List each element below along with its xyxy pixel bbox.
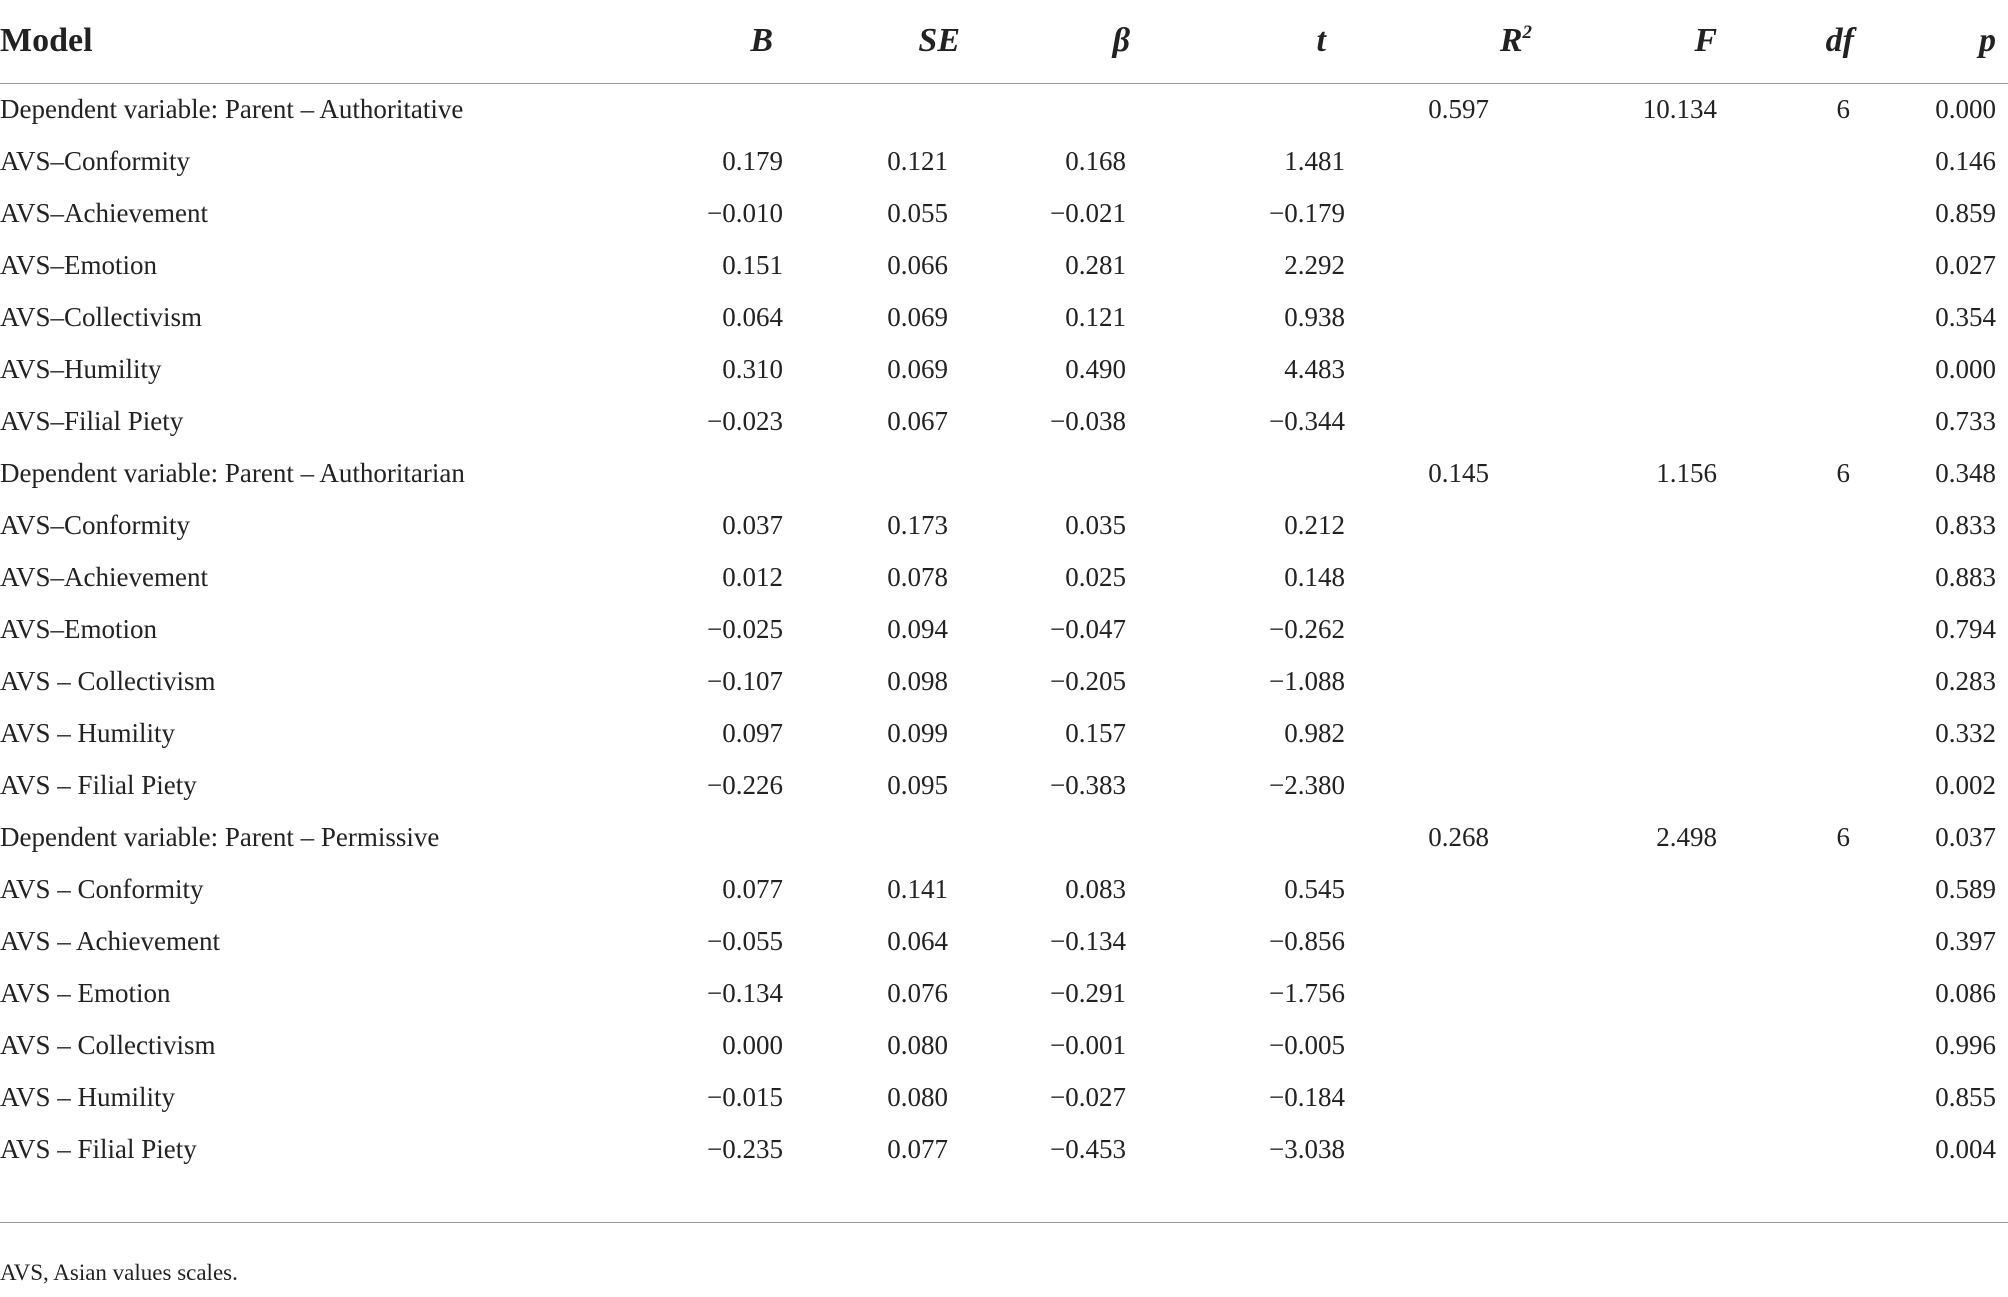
cell-b: [660, 83, 785, 135]
table-row: [0, 343, 2008, 395]
cell-f: [1542, 915, 1747, 967]
cell-df: [1747, 1123, 1872, 1175]
cell-beta: [963, 83, 1146, 135]
cell-beta: −0.047: [1050, 613, 1126, 644]
cell-r2: [1359, 915, 1542, 967]
predictor-label: AVS–Collectivism: [0, 301, 203, 332]
cell-se: 0.095: [887, 769, 948, 800]
predictor-label: AVS–Achievement: [0, 561, 208, 592]
cell-t: 4.483: [1284, 353, 1345, 384]
cell-se: [785, 83, 963, 135]
cell-se: 0.078: [887, 561, 948, 592]
predictor-label: AVS – Collectivism: [0, 1029, 216, 1060]
cell-df: 6: [1836, 821, 1850, 852]
predictor-label: AVS – Emotion: [0, 977, 171, 1008]
cell-f: [1542, 343, 1747, 395]
cell-r2: [1359, 655, 1542, 707]
cell-p: 0.332: [1935, 717, 1996, 748]
cell-se: 0.076: [887, 977, 948, 1008]
cell-b: 0.000: [722, 1029, 783, 1060]
cell-df: [1747, 499, 1872, 551]
cell-b: 0.151: [722, 249, 783, 280]
cell-b: 0.064: [722, 301, 783, 332]
cell-f: [1542, 707, 1747, 759]
cell-t: −0.179: [1269, 197, 1345, 228]
cell-r2: [1359, 187, 1542, 239]
cell-r2: [1359, 707, 1542, 759]
predictor-label: AVS – Conformity: [0, 873, 204, 904]
cell-df: [1747, 863, 1872, 915]
predictor-label: AVS–Emotion: [0, 249, 158, 280]
cell-p: 0.027: [1935, 249, 1996, 280]
cell-beta: −0.291: [1050, 977, 1126, 1008]
cell-r2: [1359, 967, 1542, 1019]
cell-beta: 0.025: [1065, 561, 1126, 592]
header-beta: β: [963, 0, 1146, 83]
cell-r2: [1359, 239, 1542, 291]
cell-p: 0.733: [1935, 405, 1996, 436]
predictor-label: AVS – Achievement: [0, 925, 220, 956]
cell-f: 2.498: [1656, 821, 1717, 852]
predictor-label: AVS – Humility: [0, 717, 176, 748]
cell-t: −0.005: [1269, 1029, 1345, 1060]
cell-b: 0.097: [722, 717, 783, 748]
cell-b: −0.010: [707, 197, 783, 228]
cell-r2: [1359, 1123, 1542, 1175]
cell-p: 0.996: [1935, 1029, 1996, 1060]
predictor-label: AVS – Humility: [0, 1081, 176, 1112]
cell-b: 0.012: [722, 561, 783, 592]
cell-beta: −0.383: [1050, 769, 1126, 800]
cell-b: [660, 811, 785, 863]
cell-t: −2.380: [1269, 769, 1345, 800]
cell-r2: [1359, 863, 1542, 915]
cell-beta: −0.027: [1050, 1081, 1126, 1112]
cell-beta: −0.001: [1050, 1029, 1126, 1060]
dependent-variable-label: Dependent variable: Parent – Permissive: [0, 821, 440, 852]
cell-r2: [1359, 1019, 1542, 1071]
cell-f: [1542, 395, 1747, 447]
cell-t: 0.545: [1284, 873, 1345, 904]
cell-t: 2.292: [1284, 249, 1345, 280]
table-group-row: [0, 447, 2008, 499]
cell-df: [1747, 603, 1872, 655]
cell-f: [1542, 187, 1747, 239]
cell-beta: −0.134: [1050, 925, 1126, 956]
cell-se: 0.099: [887, 717, 948, 748]
cell-f: [1542, 551, 1747, 603]
cell-se: 0.098: [887, 665, 948, 696]
cell-t: −0.344: [1269, 405, 1345, 436]
cell-beta: 0.035: [1065, 509, 1126, 540]
cell-r2: 0.268: [1428, 821, 1489, 852]
cell-df: [1747, 1019, 1872, 1071]
header-b: B: [660, 0, 785, 83]
cell-se: 0.064: [887, 925, 948, 956]
table-row: [0, 187, 2008, 239]
cell-beta: [963, 447, 1146, 499]
cell-se: 0.080: [887, 1029, 948, 1060]
cell-t: −1.756: [1269, 977, 1345, 1008]
cell-f: 10.134: [1642, 93, 1717, 124]
cell-df: [1747, 239, 1872, 291]
header-model: Model: [0, 0, 660, 83]
cell-f: [1542, 291, 1747, 343]
cell-df: 6: [1836, 457, 1850, 488]
cell-p: 0.794: [1935, 613, 1996, 644]
cell-f: 1.156: [1656, 457, 1717, 488]
cell-df: [1747, 759, 1872, 811]
table-row: [0, 759, 2008, 811]
cell-p: 0.855: [1935, 1081, 1996, 1112]
table-bottom-rule-cell: [0, 1175, 2008, 1222]
cell-f: [1542, 239, 1747, 291]
predictor-label: AVS – Filial Piety: [0, 769, 197, 800]
table-row: [0, 967, 2008, 1019]
cell-p: 0.004: [1935, 1133, 1996, 1164]
cell-se: 0.094: [887, 613, 948, 644]
cell-p: 0.283: [1935, 665, 1996, 696]
cell-r2: 0.597: [1428, 93, 1489, 124]
table-row: [0, 135, 2008, 187]
dependent-variable-label: Dependent variable: Parent – Authoritarian: [0, 457, 465, 488]
cell-p: 0.883: [1935, 561, 1996, 592]
cell-t: −3.038: [1269, 1133, 1345, 1164]
header-r2-base: R: [1499, 22, 1523, 60]
table-group-row: [0, 811, 2008, 863]
cell-df: [1747, 291, 1872, 343]
cell-b: −0.023: [707, 405, 783, 436]
cell-f: [1542, 655, 1747, 707]
cell-se: 0.069: [887, 301, 948, 332]
cell-b: −0.235: [707, 1133, 783, 1164]
cell-df: [1747, 395, 1872, 447]
header-r2: [1359, 0, 1542, 83]
cell-beta: −0.038: [1050, 405, 1126, 436]
cell-se: 0.069: [887, 353, 948, 384]
cell-b: −0.226: [707, 769, 783, 800]
cell-df: [1747, 707, 1872, 759]
cell-df: [1747, 551, 1872, 603]
predictor-label: AVS–Emotion: [0, 613, 158, 644]
cell-t: [1146, 447, 1359, 499]
cell-se: 0.080: [887, 1081, 948, 1112]
cell-b: 0.077: [722, 873, 783, 904]
cell-r2: [1359, 499, 1542, 551]
table-row: [0, 291, 2008, 343]
predictor-label: AVS–Conformity: [0, 145, 191, 176]
cell-beta: −0.453: [1050, 1133, 1126, 1164]
cell-b: −0.134: [707, 977, 783, 1008]
table-row: [0, 1123, 2008, 1175]
cell-p: 0.000: [1935, 353, 1996, 384]
cell-t: [1146, 811, 1359, 863]
cell-se: 0.141: [887, 873, 948, 904]
cell-p: 0.146: [1935, 145, 1996, 176]
cell-se: 0.067: [887, 405, 948, 436]
cell-t: 0.982: [1284, 717, 1345, 748]
cell-t: −0.856: [1269, 925, 1345, 956]
dependent-variable-label: Dependent variable: Parent – Authoritative: [0, 93, 464, 124]
cell-df: [1747, 135, 1872, 187]
cell-p: 0.397: [1935, 925, 1996, 956]
cell-df: [1747, 655, 1872, 707]
table-group-row: [0, 83, 2008, 135]
cell-r2: [1359, 759, 1542, 811]
cell-t: −1.088: [1269, 665, 1345, 696]
table-body: [0, 83, 2008, 1222]
header-r2-sup: 2: [1522, 22, 1532, 44]
header-se: SE: [785, 0, 963, 83]
cell-df: [1747, 967, 1872, 1019]
cell-beta: 0.083: [1065, 873, 1126, 904]
cell-se: 0.121: [887, 145, 948, 176]
cell-p: 0.037: [1935, 821, 1996, 852]
header-df: df: [1747, 0, 1872, 83]
cell-df: 6: [1836, 93, 1850, 124]
cell-se: 0.173: [887, 509, 948, 540]
cell-t: 0.212: [1284, 509, 1345, 540]
predictor-label: AVS–Filial Piety: [0, 405, 184, 436]
table-row: [0, 655, 2008, 707]
cell-t: 0.148: [1284, 561, 1345, 592]
cell-beta: 0.157: [1065, 717, 1126, 748]
cell-f: [1542, 499, 1747, 551]
cell-r2: 0.145: [1428, 457, 1489, 488]
cell-b: −0.015: [707, 1081, 783, 1112]
cell-se: 0.077: [887, 1133, 948, 1164]
cell-t: 0.938: [1284, 301, 1345, 332]
cell-beta: 0.490: [1065, 353, 1126, 384]
table-row: [0, 1071, 2008, 1123]
table-bottom-rule: [0, 1175, 2008, 1222]
cell-b: [660, 447, 785, 499]
table-row: [0, 551, 2008, 603]
cell-beta: −0.021: [1050, 197, 1126, 228]
table-header: [0, 0, 2008, 83]
cell-se: 0.055: [887, 197, 948, 228]
cell-beta: 0.121: [1065, 301, 1126, 332]
cell-p: 0.086: [1935, 977, 1996, 1008]
cell-p: 0.000: [1935, 93, 1996, 124]
cell-r2: [1359, 343, 1542, 395]
cell-beta: 0.168: [1065, 145, 1126, 176]
cell-b: 0.037: [722, 509, 783, 540]
cell-df: [1747, 1071, 1872, 1123]
predictor-label: AVS–Humility: [0, 353, 162, 384]
table-row: [0, 239, 2008, 291]
cell-df: [1747, 187, 1872, 239]
predictor-label: AVS – Collectivism: [0, 665, 216, 696]
cell-f: [1542, 135, 1747, 187]
table-row: [0, 915, 2008, 967]
cell-f: [1542, 1123, 1747, 1175]
table-row: [0, 863, 2008, 915]
cell-p: 0.589: [1935, 873, 1996, 904]
cell-f: [1542, 967, 1747, 1019]
cell-se: [785, 447, 963, 499]
cell-r2: [1359, 395, 1542, 447]
header-t: t: [1146, 0, 1359, 83]
predictor-label: AVS – Filial Piety: [0, 1133, 197, 1164]
cell-r2: [1359, 135, 1542, 187]
cell-r2: [1359, 603, 1542, 655]
cell-f: [1542, 759, 1747, 811]
cell-t: 1.481: [1284, 145, 1345, 176]
cell-b: 0.179: [722, 145, 783, 176]
cell-b: −0.107: [707, 665, 783, 696]
cell-beta: 0.281: [1065, 249, 1126, 280]
header-p: p: [1872, 0, 2008, 83]
table-row: [0, 1019, 2008, 1071]
header-f: F: [1542, 0, 1747, 83]
cell-t: −0.184: [1269, 1081, 1345, 1112]
predictor-label: AVS–Achievement: [0, 197, 208, 228]
table-row: [0, 499, 2008, 551]
table-footnote: AVS, Asian values scales.: [0, 1260, 238, 1285]
cell-p: 0.348: [1935, 457, 1996, 488]
cell-beta: −0.205: [1050, 665, 1126, 696]
header-row: [0, 0, 2008, 83]
table-row: [0, 395, 2008, 447]
cell-se: 0.066: [887, 249, 948, 280]
table-row: [0, 603, 2008, 655]
cell-f: [1542, 1071, 1747, 1123]
cell-p: 0.833: [1935, 509, 1996, 540]
cell-b: −0.025: [707, 613, 783, 644]
cell-p: 0.354: [1935, 301, 1996, 332]
predictor-label: AVS–Conformity: [0, 509, 191, 540]
cell-p: 0.002: [1935, 769, 1996, 800]
cell-t: −0.262: [1269, 613, 1345, 644]
cell-t: [1146, 83, 1359, 135]
cell-r2: [1359, 291, 1542, 343]
cell-b: 0.310: [722, 353, 783, 384]
table-row: [0, 707, 2008, 759]
cell-f: [1542, 603, 1747, 655]
cell-b: −0.055: [707, 925, 783, 956]
cell-f: [1542, 1019, 1747, 1071]
cell-r2: [1359, 551, 1542, 603]
cell-df: [1747, 915, 1872, 967]
cell-r2: [1359, 1071, 1542, 1123]
cell-f: [1542, 863, 1747, 915]
cell-p: 0.859: [1935, 197, 1996, 228]
cell-se: [785, 811, 963, 863]
cell-df: [1747, 343, 1872, 395]
cell-beta: [963, 811, 1146, 863]
